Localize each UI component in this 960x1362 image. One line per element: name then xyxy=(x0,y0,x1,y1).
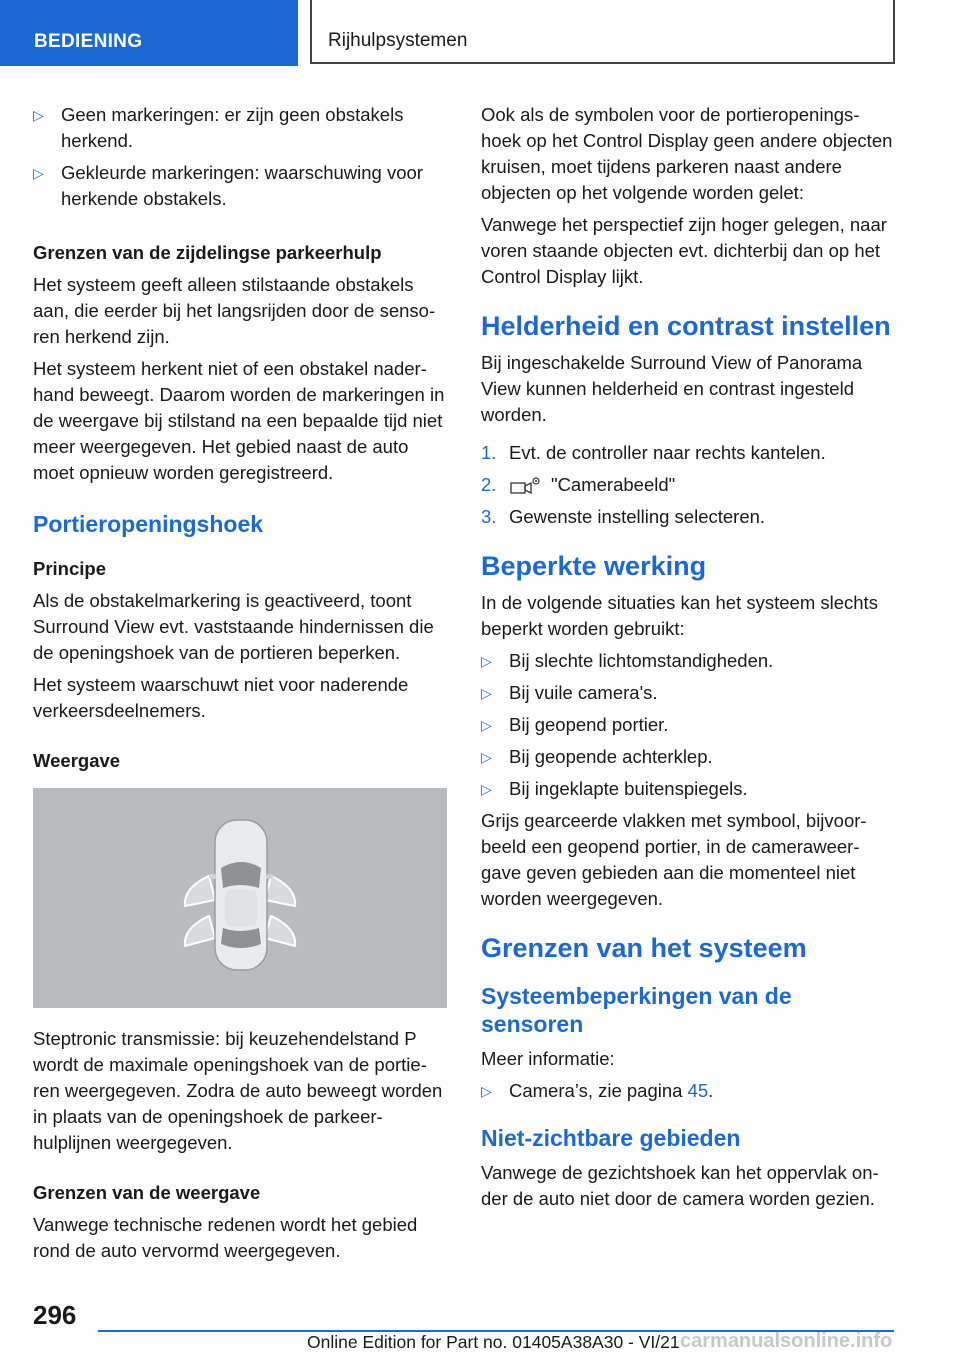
section-tab xyxy=(0,0,298,66)
paragraph: Bij ingeschakelde Surround View of Panorama View kunnen helderheid en contrast ingesteld worden. xyxy=(481,352,863,425)
paragraph: Ook als de symbolen voor de portieropeningshoek op het Control Display geen andere objecten kruisen, moet tijdens parkeren naast andere objecten op het volgende worden gelet: xyxy=(481,104,893,203)
list-item: 1. Evt. de controller naar rechts kantelen. xyxy=(481,442,826,463)
paragraph: Meer informatie: xyxy=(481,1048,615,1069)
page-number: 296 xyxy=(33,1300,77,1330)
paragraph: Vanwege het perspectief zijn hoger gelegen, naar voren staande objecten evt. dichterbij dan op het Control Display lijkt. xyxy=(481,214,887,287)
side-limits-heading: Grenzen van de zijdelingse parkeerhulp xyxy=(33,242,382,263)
list-item: ▷ Bij geopende achterklep. xyxy=(481,744,893,770)
paragraph: Het systeem herkent niet of een obstakel naderhand beweegt. Daarom worden de markeringen in de weergave bij stilstand na een bepaalde tijd niet meer weergegeven. Het gebied naast de auto moet opnieuw worden geregistreerd. xyxy=(33,358,445,483)
paragraph: Het systeem waarschuwt niet voor naderende verkeersdeelnemers. xyxy=(33,674,409,721)
list-item: ▷ Bij vuile camera's. xyxy=(481,680,893,706)
triangle-right-icon: ▷ xyxy=(33,107,44,123)
paragraph: Grijs gearceerde vlakken met symbool, bijvoorbeeld een geopend portier, in de cameraweergave geven gebieden aan die momenteel niet worden weergegeven. xyxy=(481,810,867,909)
triangle-right-icon: ▷ xyxy=(481,717,492,733)
paragraph: Als de obstakelmarkering is geactiveerd, toont Surround View evt. vaststaande hindernissen die de openingshoek van de portieren beperken. xyxy=(33,590,434,663)
section-title: BEDIENING xyxy=(34,31,143,52)
list-item: ▷ Gekleurde markeringen: waarschuwing voor herkende obstakels. xyxy=(33,160,447,212)
list-item: 2. "Camerabeeld" xyxy=(481,474,676,495)
triangle-right-icon: ▷ xyxy=(481,685,492,701)
watermark: carmanualsonline.info xyxy=(680,1330,893,1352)
page-link[interactable]: 45 xyxy=(687,1080,709,1101)
triangle-right-icon: ▷ xyxy=(481,749,492,765)
list-item: ▷ Bij slechte lichtomstandigheden. xyxy=(481,648,893,674)
chapter-title: Rijhulpsystemen xyxy=(328,30,468,51)
system-limits-heading: Grenzen van het systeem xyxy=(481,933,807,963)
list-item: ▷ Geen markeringen: er zijn geen obstakels herkend. xyxy=(33,102,447,154)
triangle-right-icon: ▷ xyxy=(481,781,492,797)
paragraph: In de volgende situaties kan het systeem slechts beperkt worden gebruikt: xyxy=(481,592,878,639)
edition-text: Online Edition for Part no. 01405A38A30 - VI/21 xyxy=(307,1332,680,1352)
door-angle-illustration xyxy=(33,788,447,1008)
door-angle-heading: Portieropeningshoek xyxy=(33,511,264,537)
display-limits-heading: Grenzen van de weergave xyxy=(33,1182,261,1203)
triangle-right-icon: ▷ xyxy=(481,1083,492,1099)
camera-settings-icon xyxy=(509,476,543,496)
brightness-heading: Helderheid en contrast instellen xyxy=(481,311,891,341)
paragraph: Vanwege de gezichtshoek kan het oppervlak onder de auto niet door de camera worden gezien. xyxy=(481,1162,879,1209)
list-item: ▷ Bij geopend portier. xyxy=(481,712,893,738)
display-heading: Weergave xyxy=(33,750,121,771)
list-item: ▷ Bij ingeklapte buitenspiegels. xyxy=(481,776,893,802)
limited-heading: Beperkte werking xyxy=(481,551,707,581)
chapter-header xyxy=(310,0,895,64)
car-top-view-icon xyxy=(33,788,447,1008)
left-column xyxy=(33,102,447,1270)
triangle-right-icon: ▷ xyxy=(481,653,492,669)
sensor-limits-heading: Systeembeperkingen van de sensoren xyxy=(481,983,792,1037)
paragraph: Vanwege technische redenen wordt het gebied rond de auto vervormd weergegeven. xyxy=(33,1214,418,1261)
list-item: ▷ Camera’s, zie pagina 45. xyxy=(481,1078,893,1104)
invisible-areas-heading: Niet-zichtbare gebieden xyxy=(481,1125,741,1151)
right-column xyxy=(481,102,893,1218)
list-item: 3. Gewenste instelling selecteren. xyxy=(481,506,766,527)
paragraph: Steptronic transmissie: bij keuzehendelstand P wordt de maximale openingshoek van de portieren weergegeven. Zodra de auto beweegt worden in plaats van de openingshoek de parkeerhulplijnen weergegeven. xyxy=(33,1028,443,1153)
paragraph: Het systeem geeft alleen stilstaande obstakels aan, die eerder bij het langsrijden door de sensoren herkend zijn. xyxy=(33,274,436,347)
principle-heading: Principe xyxy=(33,558,106,579)
triangle-right-icon: ▷ xyxy=(33,165,44,181)
